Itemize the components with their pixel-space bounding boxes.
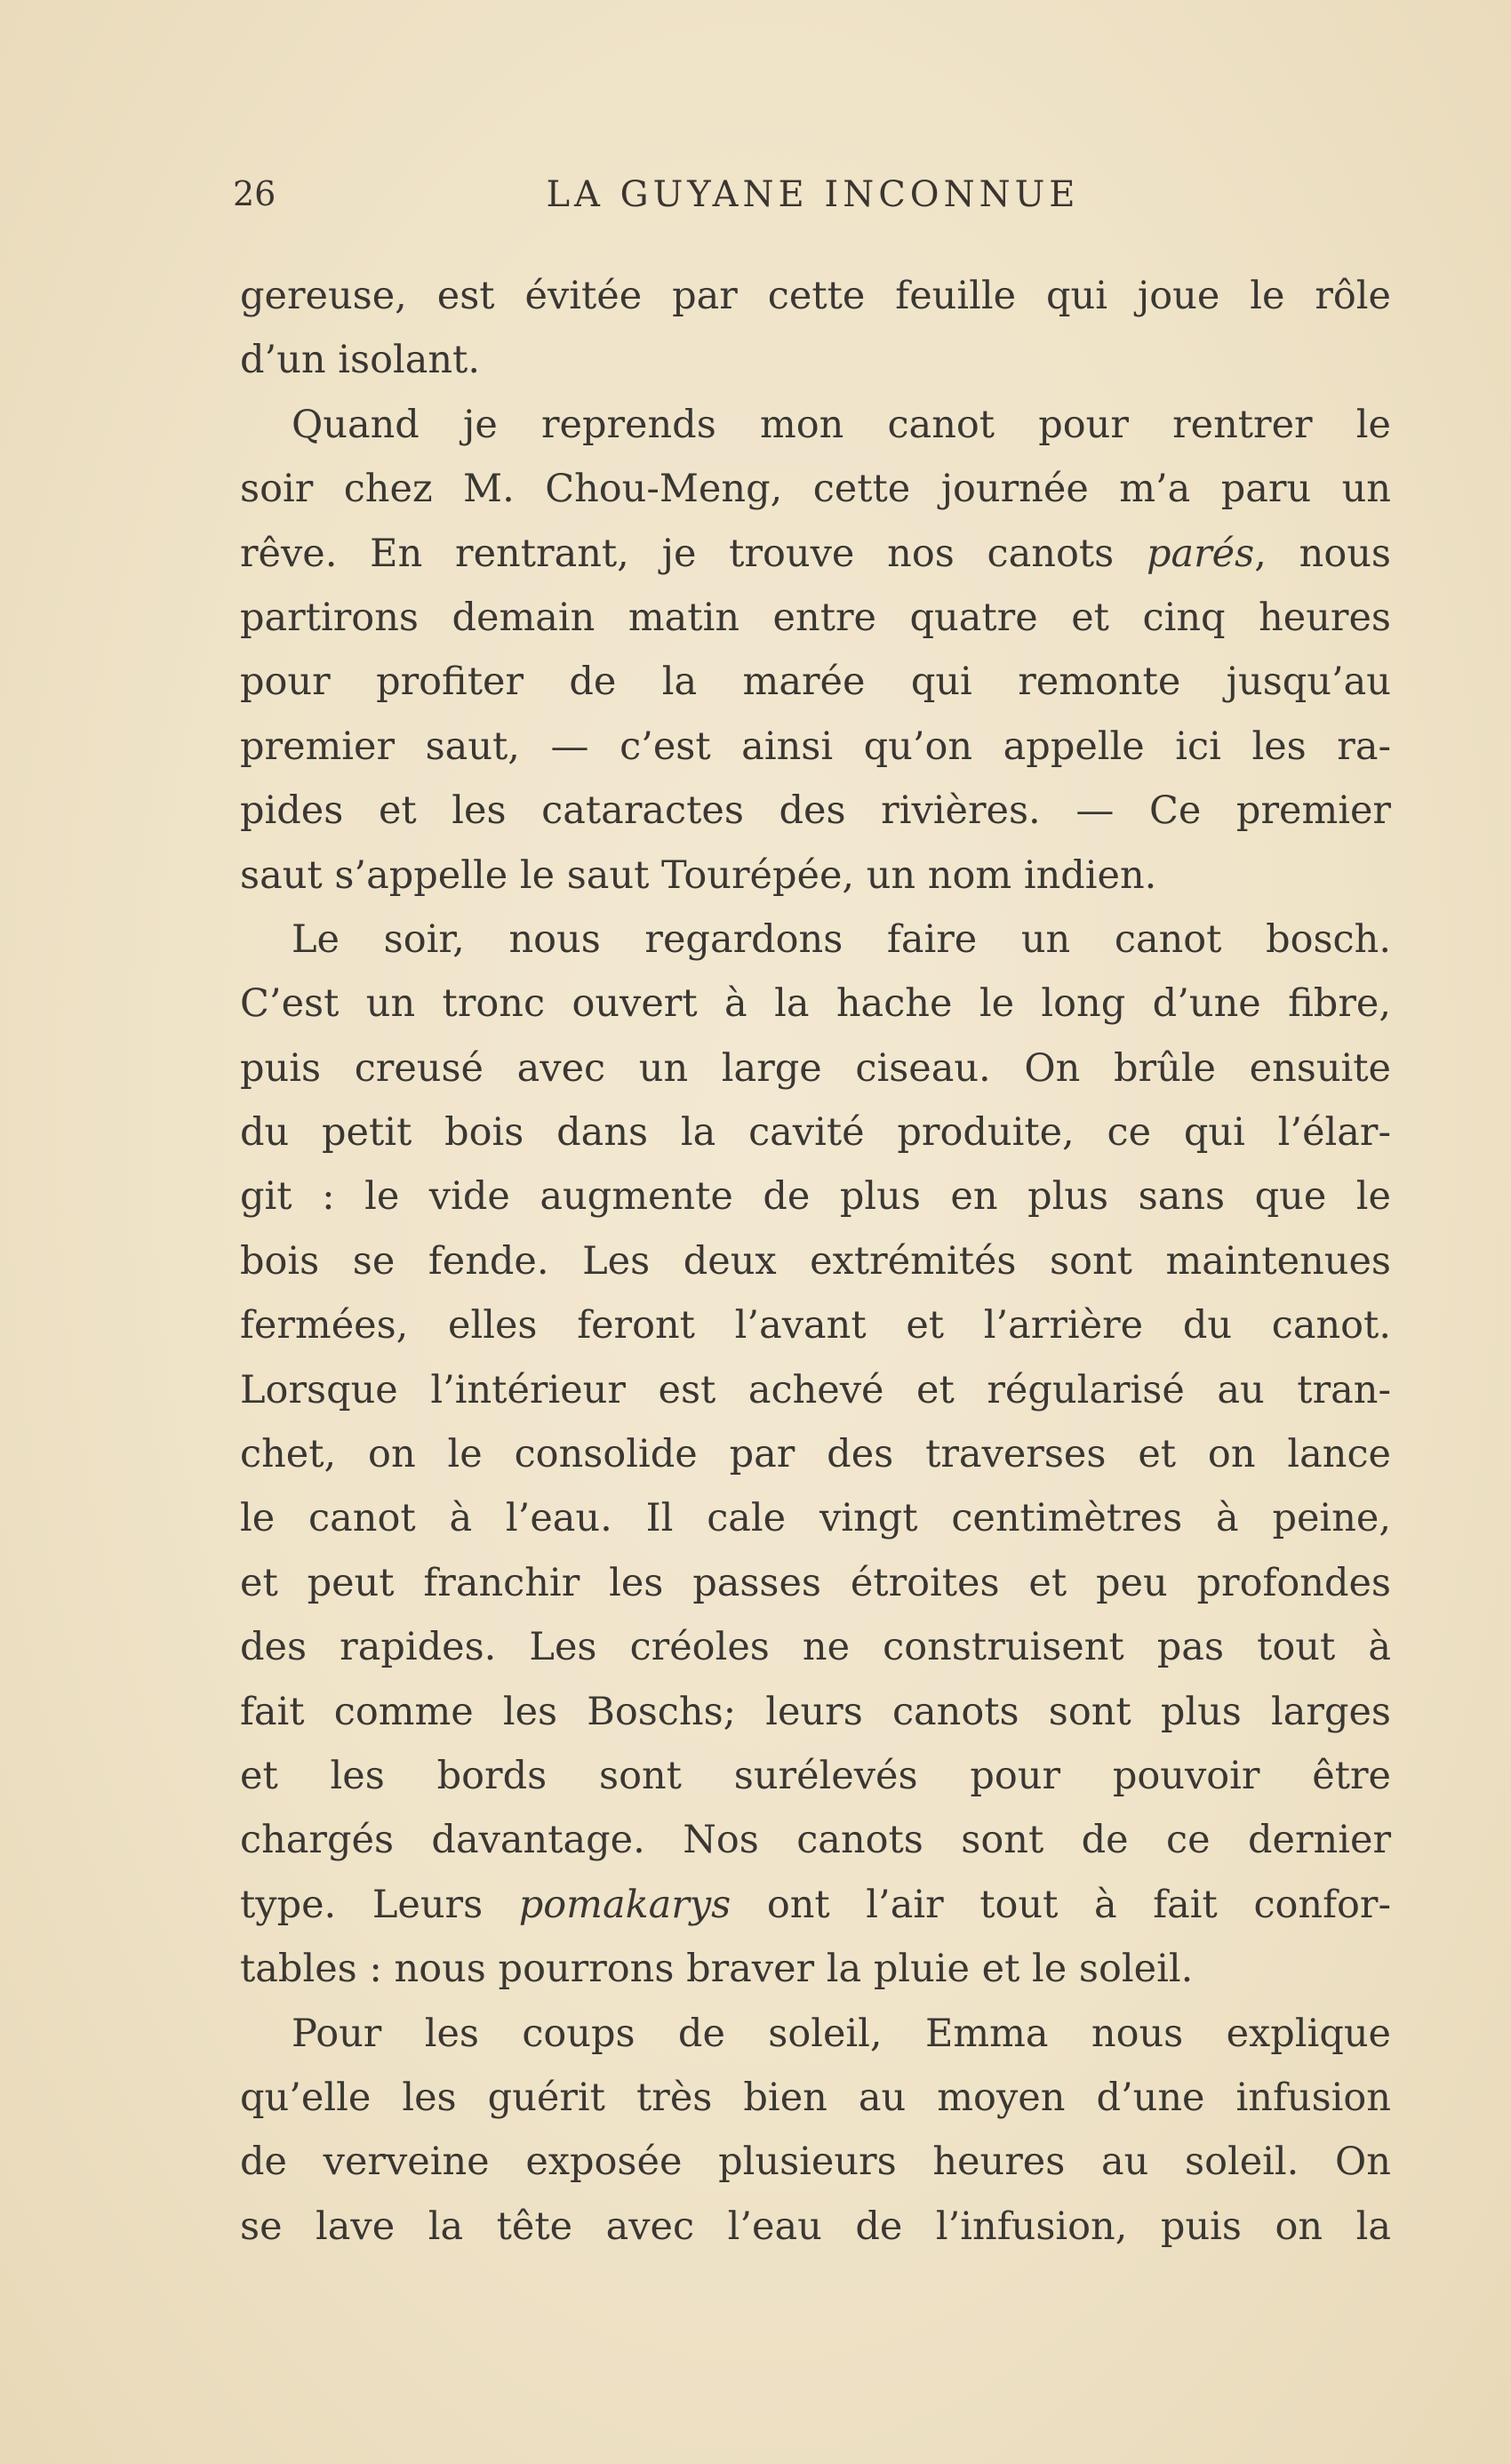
running-title: LA GUYANE INCONNUE — [546, 174, 1080, 215]
text-line: chet, on le consolide par des traverses et on lance — [240, 1432, 1391, 1477]
text-line: premier saut, — c’est ainsi qu’on appelle ici les ra- — [240, 724, 1391, 769]
text-line: pour profiter de la marée qui remonte jusqu’au — [240, 660, 1391, 705]
italic-word: parés — [1146, 531, 1255, 576]
text-line: du petit bois dans la cavité produite, ce qui l’élar- — [240, 1110, 1391, 1156]
text-line: se lave la tête avec l’eau de l’infusion, puis on la — [240, 2204, 1391, 2249]
paragraph-start-line: Le soir, nous regardons faire un canot bosch. — [292, 916, 1391, 962]
text-line: Lorsque l’intérieur est achevé et régularisé au tran- — [240, 1367, 1391, 1412]
text-line: fait comme les Boschs; leurs canots sont plus larges — [240, 1689, 1391, 1734]
text-line: des rapides. Les créoles ne construisent pas tout à — [240, 1625, 1391, 1670]
text-line: et peut franchir les passes étroites et peu profondes — [240, 1560, 1391, 1605]
text-line: partirons demain matin entre quatre et cinq heures — [240, 595, 1391, 640]
text-line: soir chez M. Chou-Meng, cette journée m’a paru un — [240, 467, 1391, 512]
page-number: 26 — [233, 174, 276, 213]
text-line: d’un isolant. — [240, 338, 480, 383]
paragraph-start-line: Pour les coups de soleil, Emma nous explique — [292, 2011, 1391, 2056]
text-line: et les bords sont surélevés pour pouvoir être — [240, 1753, 1391, 1798]
text-line: fermées, elles feront l’avant et l’arrière du canot. — [240, 1303, 1391, 1348]
text-line: type. Leurs pomakarys ont l’air tout à fait confor- — [240, 1882, 1392, 1927]
body-text — [240, 264, 1391, 2259]
text-line: qu’elle les guérit très bien au moyen d’une infusion — [240, 2075, 1391, 2120]
text-line: pides et les cataractes des rivières. — Ce premier — [240, 788, 1391, 834]
paragraph-start-line: Quand je reprends mon canot pour rentrer le — [292, 402, 1391, 447]
text-line: rêve. En rentrant, je trouve nos canots parés, nous — [240, 531, 1391, 576]
text-line: puis creusé avec un large ciseau. On brûle ensuite — [240, 1045, 1391, 1091]
page-header — [233, 174, 1393, 228]
italic-word: pomakarys — [518, 1882, 732, 1927]
text-line: C’est un tronc ouvert à la hache le long d’une fibre, — [240, 981, 1391, 1027]
text-line: chargés davantage. Nos canots sont de ce dernier — [240, 1818, 1391, 1863]
text-line: gereuse, est évitée par cette feuille qui joue le rôle — [240, 274, 1391, 318]
text-line: bois se fende. Les deux extrémités sont maintenues — [240, 1238, 1391, 1284]
text-line: le canot à l’eau. Il cale vingt centimètres à peine, — [240, 1496, 1391, 1541]
text-line: de verveine exposée plusieurs heures au soleil. On — [240, 2140, 1391, 2185]
text-line: git : le vide augmente de plus en plus sans que le — [240, 1174, 1391, 1220]
text-line: tables : nous pourrons braver la pluie et le soleil. — [240, 1947, 1194, 1992]
text-line: saut s’appelle le saut Tourépée, un nom indien. — [240, 852, 1157, 898]
